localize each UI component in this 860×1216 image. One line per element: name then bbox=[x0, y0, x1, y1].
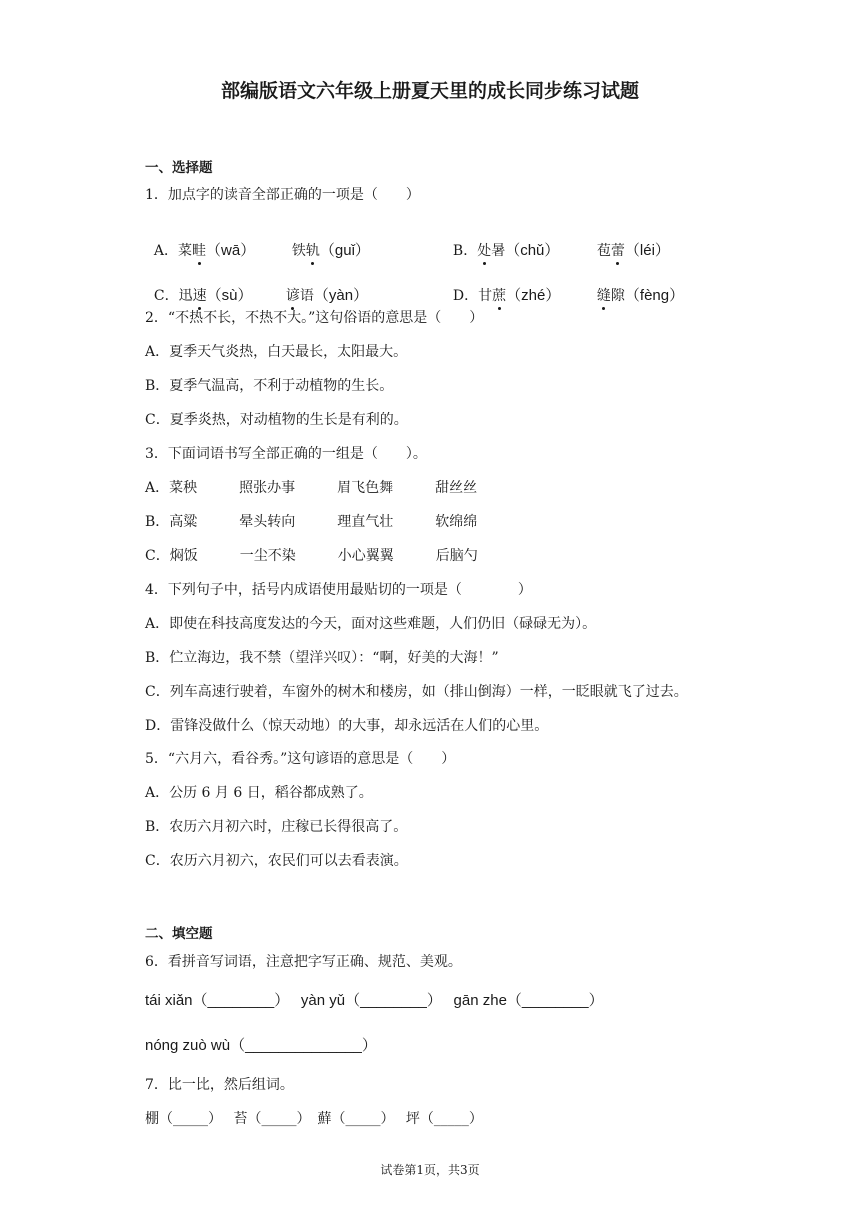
section-heading-choice: 一、选择题 bbox=[145, 160, 213, 176]
question-1-option-c: C．迅速（sù） bbox=[153, 287, 253, 304]
question-3-option-b: B．高粱 晕头转向 理直气壮 软绵绵 bbox=[145, 514, 478, 530]
question-2-option-c: C．夏季炎热，对动植物的生长是有利的。 bbox=[145, 412, 408, 428]
question-6-row-2: nóng zuò wù（______________） bbox=[145, 1037, 377, 1054]
question-6-row-1: tái xiǎn（________） yàn yǔ（________） gān zhe（________） bbox=[145, 992, 604, 1009]
emphasis-dot-char: 谚 bbox=[285, 288, 300, 304]
emphasis-dot-char: 蔗 bbox=[492, 288, 507, 304]
question-1-stem: 1．加点字的读音全部正确的一项是（ ） bbox=[145, 187, 420, 203]
question-1-option-b-word2: 苞蕾（léi） bbox=[596, 242, 670, 259]
emphasis-dot-char: 轨 bbox=[305, 243, 320, 259]
emphasis-dot-char: 速 bbox=[192, 288, 207, 304]
question-5-option-c: C．农历六月初六，农民们可以去看表演。 bbox=[145, 853, 408, 869]
question-2-option-b: B．夏季气温高，不利于动植物的生长。 bbox=[145, 378, 394, 394]
question-1-option-a-word2: 铁轨（guǐ） bbox=[291, 242, 370, 259]
emphasis-dot-char: 处 bbox=[477, 243, 492, 259]
question-3-stem: 3．下面词语书写全部正确的一组是（ ）。 bbox=[145, 446, 427, 462]
question-4-option-d: D．雷锋没做什么（惊天动地）的大事，却永远活在人们的心里。 bbox=[145, 718, 549, 734]
question-4-option-a: A．即使在科技高度发达的今天，面对这些难题，人们仍旧（碌碌无为）。 bbox=[145, 616, 597, 632]
question-6-stem: 6．看拼音写词语，注意把字写正确、规范、美观。 bbox=[145, 954, 462, 970]
question-1-option-b: B．处暑（chǔ） bbox=[452, 242, 560, 259]
section-heading-fill: 二、填空题 bbox=[145, 926, 213, 942]
page-title: 部编版语文六年级上册夏天里的成长同步练习试题 bbox=[220, 80, 639, 102]
question-2-option-a: A．夏季天气炎热，白天最长，太阳最大。 bbox=[145, 344, 408, 360]
page-footer: 试卷第1页，共3页 bbox=[380, 1163, 480, 1177]
question-5-stem: 5．“六月六，看谷秀。”这句谚语的意思是（ ） bbox=[145, 751, 456, 767]
question-1-option-a: A．菜畦（wā） bbox=[153, 242, 256, 259]
emphasis-dot-char: 蕾 bbox=[610, 243, 625, 259]
question-1-option-c-word2: 谚语（yàn） bbox=[285, 287, 369, 304]
question-1-option-d-word2: 缝隙（fèng） bbox=[596, 287, 685, 304]
question-5-option-b: B．农历六月初六时，庄稼已长得很高了。 bbox=[145, 819, 408, 835]
question-7-row: 棚（_____） 苔（_____） 蘚（_____） 坪（_____） bbox=[145, 1111, 483, 1127]
emphasis-dot-char: 畦 bbox=[192, 243, 207, 259]
emphasis-dot-char: 缝 bbox=[596, 288, 611, 304]
question-4-option-c: C．列车高速行驶着，车窗外的树木和楼房，如（排山倒海）一样，一眨眼就飞了过去。 bbox=[145, 684, 688, 700]
question-5-option-a: A．公历 6 月 6 日，稻谷都成熟了。 bbox=[145, 785, 373, 801]
question-4-option-b: B．伫立海边，我不禁（望洋兴叹）：“啊，好美的大海！” bbox=[145, 650, 499, 666]
question-4-stem: 4．下列句子中，括号内成语使用最贴切的一项是（ ） bbox=[145, 582, 532, 598]
question-3-option-c: C．焖饭 一尘不染 小心翼翼 后脑勺 bbox=[145, 548, 478, 564]
question-7-stem: 7．比一比，然后组词。 bbox=[145, 1077, 294, 1093]
question-1-option-d: D．甘蔗（zhé） bbox=[452, 287, 561, 304]
question-3-option-a: A．菜秧 照张办事 眉飞色舞 甜丝丝 bbox=[145, 480, 478, 496]
question-2-stem: 2．“不热不长，不热不大。”这句俗语的意思是（ ） bbox=[145, 310, 484, 326]
